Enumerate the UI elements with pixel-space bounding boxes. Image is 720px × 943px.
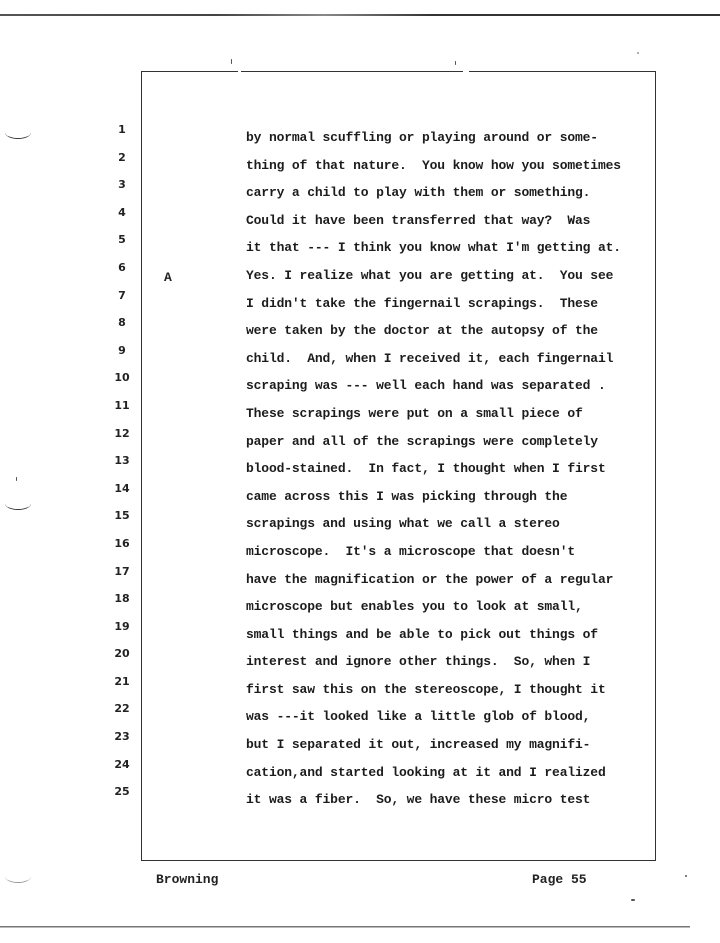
transcript-line: it that --- I think you know what I'm getting at. — [246, 240, 621, 256]
transcript-line: I didn't take the fingernail scrapings. These — [246, 295, 598, 311]
transcript-line: These scrapings were put on a small piece of — [246, 405, 583, 421]
transcript-line: scrapings and using what we call a stereo — [246, 516, 560, 532]
transcript-line: microscope but enables you to look at small, — [246, 599, 583, 615]
line-number: 19 — [114, 619, 130, 633]
line-number: 14 — [114, 481, 130, 495]
line-number: 7 — [118, 288, 126, 302]
line-number: 11 — [114, 398, 130, 412]
scan-speck — [231, 59, 232, 64]
line-number: 17 — [114, 564, 130, 578]
transcript-body — [246, 128, 666, 818]
scan-speck — [455, 61, 456, 65]
binder-hole-mark — [5, 126, 31, 139]
line-number: 8 — [118, 316, 126, 330]
transcript-line: were taken by the doctor at the autopsy of the — [246, 323, 598, 339]
transcript-line: cation,and started looking at it and I realized — [246, 764, 606, 780]
footer-page-number: Page 55 — [532, 872, 587, 887]
transcript-line: by normal scuffling or playing around or some- — [246, 130, 598, 145]
transcript-line: it was a fiber. So, we have these micro test — [246, 792, 591, 808]
line-number: 16 — [114, 536, 130, 550]
line-number-column — [110, 121, 134, 811]
transcript-line: came across this I was picking through the — [246, 488, 568, 504]
transcript-line: scraping was --- well each hand was separated . — [246, 378, 606, 394]
transcript-line: Could it have been transferred that way? Was — [246, 212, 591, 228]
transcript-line: but I separated it out, increased my magnifi- — [246, 737, 591, 753]
line-number: 9 — [118, 343, 126, 357]
line-number: 15 — [114, 509, 130, 523]
line-number: 20 — [114, 647, 130, 661]
line-number: 10 — [114, 371, 130, 385]
line-number: 13 — [114, 454, 130, 468]
frame-gap — [463, 69, 469, 74]
line-number: 3 — [118, 178, 126, 192]
scan-speck — [685, 875, 687, 877]
binder-hole-mark — [5, 497, 31, 510]
line-number: 4 — [118, 205, 126, 219]
transcript-line: was ---it looked like a little glob of blood, — [246, 709, 591, 725]
line-number: 21 — [114, 674, 130, 688]
line-number: 22 — [114, 702, 130, 716]
frame-gap — [238, 69, 241, 74]
transcript-line: first saw this on the stereoscope, I thought it — [246, 681, 606, 697]
line-number: 12 — [114, 426, 130, 440]
scan-speck — [637, 52, 639, 54]
top-scan-edge-line — [0, 14, 720, 16]
line-number: 23 — [114, 730, 130, 744]
transcript-line: carry a child to play with them or something. — [246, 185, 591, 201]
line-number: 1 — [118, 123, 126, 136]
line-number: 18 — [114, 592, 130, 606]
line-number: 2 — [118, 150, 126, 164]
transcript-line: interest and ignore other things. So, when I — [246, 654, 591, 670]
footer-witness-name: Browning — [156, 872, 219, 887]
line-number: 25 — [114, 785, 130, 799]
answer-speaker-label: A — [164, 270, 172, 285]
transcript-line: paper and all of the scrapings were completely — [246, 433, 598, 449]
transcript-line: have the magnification or the power of a regular — [246, 571, 614, 587]
line-number: 24 — [114, 757, 130, 771]
transcript-line: child. And, when I received it, each fingernail — [246, 350, 614, 366]
scan-speck — [16, 477, 17, 481]
line-number: 6 — [118, 260, 126, 274]
scan-speck — [631, 899, 635, 901]
binder-hole-mark — [5, 870, 31, 883]
transcript-line: thing of that nature. You know how you sometimes — [246, 157, 621, 173]
transcript-line: small things and be able to pick out things of — [246, 626, 598, 642]
line-number: 5 — [118, 233, 126, 247]
transcript-line: Yes. I realize what you are getting at. You see — [246, 267, 614, 283]
transcript-line: blood-stained. In fact, I thought when I first — [246, 461, 606, 477]
transcript-line: microscope. It's a microscope that doesn't — [246, 543, 576, 559]
bottom-scan-edge-line — [0, 926, 690, 927]
